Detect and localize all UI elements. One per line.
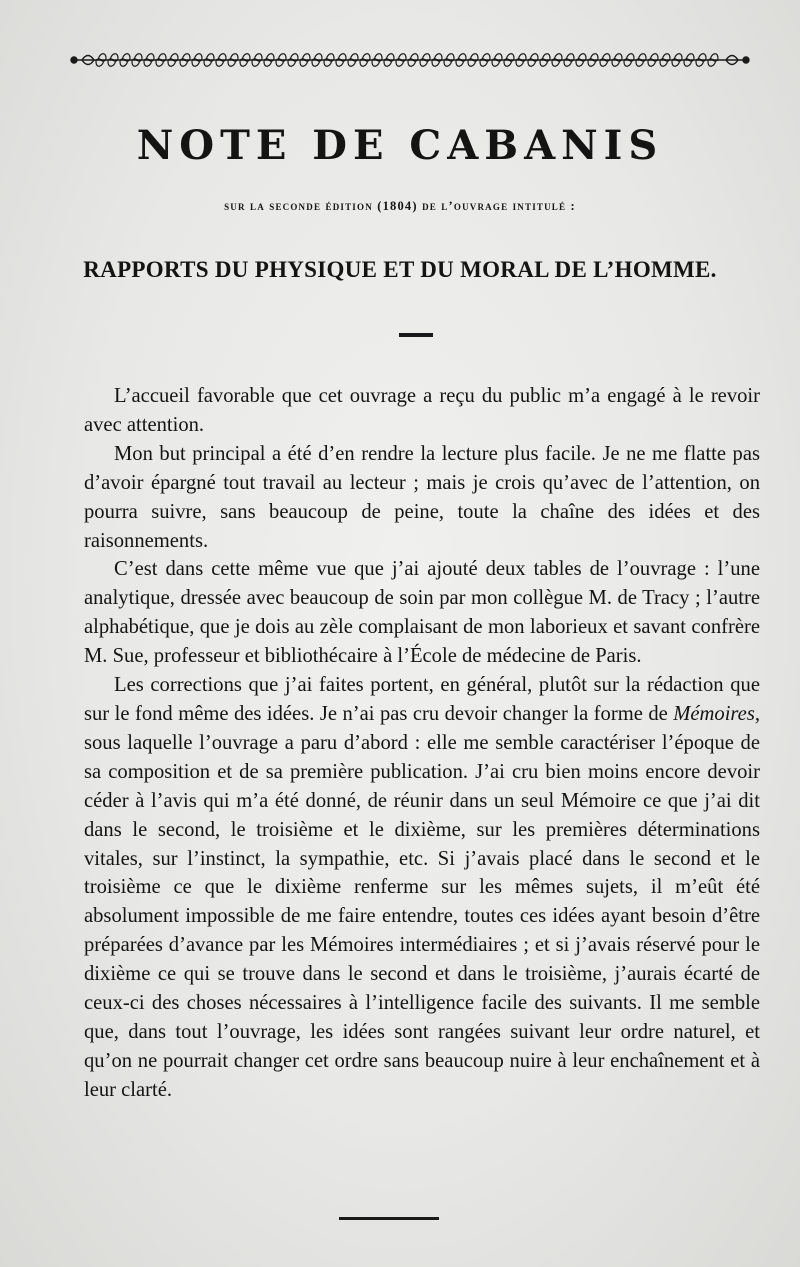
- paragraph-1: L’accueil favorable que cet ouvrage a reçu du public m’a engagé à le revoir avec attention.: [84, 385, 760, 436]
- paragraph-4-start: Les corrections que j’ai faites portent, en général, plutôt sur la rédaction que sur le fond même des idées. Je n’ai pas cru devoir changer la forme de: [84, 674, 760, 725]
- paragraph-3: C’est dans cette même vue que j’ai ajouté deux tables de l’ouvrage : l’une analytique, dressée avec beaucoup de soin par mon collègue M. de Tracy ; l’autre alphabétique, que je dois au zèle complaisant de mon laborieux et savant confrère M. Sue, professeur et bibliothécaire à l’École de médecine de Paris.: [84, 558, 760, 668]
- end-rule-icon: [339, 1217, 439, 1220]
- paragraph-4: [84, 671, 760, 1105]
- work-title: RAPPORTS DU PHYSIQUE ET DU MORAL DE L’HOMME.: [83, 257, 717, 282]
- paragraph-4-rest: , sous laquelle l’ouvrage a paru d’abord : elle me semble caractériser l’époque de sa composition et de sa première publication. J’ai cru bien moins encore devoir céder à l’avis qui m’a été donné, de réunir dans un seul Mémoire ce que j’ai dit dans le second, le troisième et le dixième, sur les premières déterminations vitales, sur l’instinct, la sympathie, etc. Si j’avais placé dans le second et le troisième ce que le dixième renferme sur les mêmes sujets, il m’eût été absolument impossible de me faire entendre, toutes ces idées ayant besoin d’être préparées d’avance par les Mémoires intermédiaires ; et si j’avais réservé pour le dixième ce qui se trouve dans le second et dans le troisième, j’aurais écarté de ceux-ci des choses nécessaires à l’intelligence facile des suivants. Il me semble que, dans tout l’ouvrage, les idées sont rangées suivant leur ordre naturel, et qu’on ne pourrait changer cet ordre sans beaucoup nuire à leur enchaînement et à leur clarté.: [84, 702, 760, 1101]
- body-text: [84, 382, 760, 1105]
- scroll-border-ornament-icon: [68, 48, 752, 72]
- paragraph-2: Mon but principal a été d’en rendre la lecture plus facile. Je ne me flatte pas d’avoir épargné tout travail au lecteur ; mais je crois qu’avec de l’attention, on pourra suivre, sans beaucoup de peine, toute la chaîne des idées et des raisonnements.: [84, 442, 760, 552]
- page-subtitle: sur la seconde édition (1804) de l’ouvrage intitulé :: [224, 199, 576, 213]
- page-title: NOTE DE CABANIS: [136, 122, 664, 169]
- paragraph-4-italic: Mémoires: [673, 702, 755, 725]
- short-rule-icon: [399, 333, 433, 337]
